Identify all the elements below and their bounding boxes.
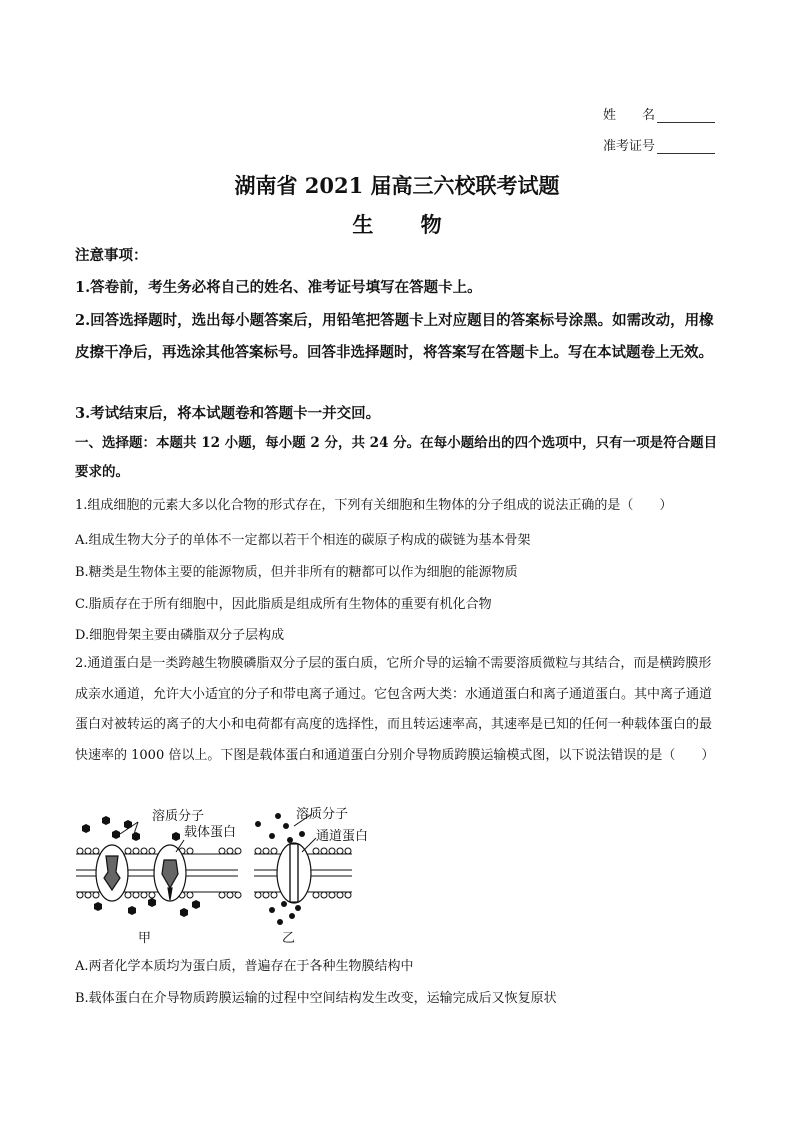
candidate-name-field: [603, 104, 723, 123]
notes-heading: 注意事项：: [75, 247, 148, 264]
notes-item-3: 3.考试结束后，将本试题卷和答题卡一并交回。: [75, 405, 381, 422]
question-1-option-b: B.糖类是生物体主要的能源物质，但并非所有的糖都可以作为细胞的能源物质: [75, 565, 518, 580]
candidate-name-blank: [657, 110, 715, 123]
exam-title: 湖南省 2021 届高三六校联考试题: [234, 173, 560, 198]
channel-protein: [277, 843, 311, 903]
candidate-id-label: 准考证号: [603, 139, 656, 154]
question-1-option-d: D.细胞骨架主要由磷脂双分子层构成: [75, 628, 285, 643]
label-carrier-protein: 载体蛋白: [184, 825, 237, 840]
carrier-protein-2: [154, 845, 186, 901]
label-jia: 甲: [138, 931, 152, 946]
notes-item-1: 1.答卷前，考生务必将自己的姓名、准考证号填写在答题卡上。: [75, 279, 482, 296]
label-yi: 乙: [282, 931, 296, 946]
label-channel-protein: 通道蛋白: [316, 829, 369, 844]
question-2-option-b: B.载体蛋白在介导物质跨膜运输的过程中空间结构发生改变，运输完成后又恢复原状: [75, 991, 557, 1006]
carrier-protein-1: [96, 845, 128, 901]
candidate-name-label: 姓 名: [603, 108, 656, 123]
section-one-instructions: 一、选择题：本题共 12 小题，每小题 2 分，共 24 分。在每小题给出的四个选项中，只有一项是符合题目要求的。: [75, 435, 718, 480]
question-2-stem: 2.通道蛋白是一类跨越生物膜磷脂双分子层的蛋白质，它所介导的运输不需要溶质微粒与其结合，而是横跨膜形成亲水通道，允许大小适宜的分子和带电离子通过。它包含两大类：水通道蛋白和离子通道蛋白。其中离子通道蛋白对被转运的离子的大小和电荷都有高度的选择性，而且转运速率高，其速率是已知的任何一种载体蛋白的最快速率的 1000 倍以上。下图是载体蛋白和通道蛋白分别介导物质跨膜运输模式图，以下说法错误的是（ ）: [75, 656, 715, 764]
label-solute-left: 溶质分子: [152, 809, 205, 824]
exam-subject: 生 物: [352, 212, 462, 237]
question-1-option-a: A.组成生物大分子的单体不一定都以若干个相连的碳原子构成的碳链为基本骨架: [75, 533, 531, 548]
candidate-id-field: [603, 135, 723, 154]
transport-protein-figure: [72, 804, 382, 946]
question-1-option-c: C.脂质存在于所有细胞中，因此脂质是组成所有生物体的重要有机化合物: [75, 597, 492, 612]
label-solute-right: 溶质分子: [296, 807, 349, 822]
question-1-stem: 1.组成细胞的元素大多以化合物的形式存在，下列有关细胞和生物体的分子组成的说法正确的是（ ）: [75, 498, 673, 513]
candidate-id-blank: [657, 141, 715, 154]
notes-item-2: 2.回答选择题时，选出每小题答案后，用铅笔把答题卡上对应题目的答案标号涂黑。如需改动，用橡皮擦干净后，再选涂其他答案标号。回答非选择题时，将答案写在答题卡上。写在本试题卷上无效。: [75, 312, 714, 361]
question-2-option-a: A.两者化学本质均为蛋白质，普遍存在于各种生物膜结构中: [75, 959, 414, 974]
